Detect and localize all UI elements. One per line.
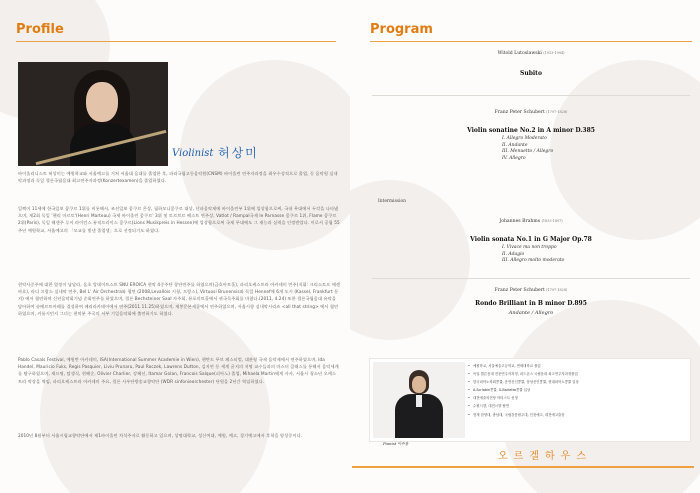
work-title: Violin sonata No.1 in G Major Op.78 — [470, 236, 592, 243]
movement-item: I. Vivace ma non troppo — [502, 245, 557, 250]
cv-item: • 한국피아노학회콩쿨, 음연신인콩쿨, 삼성신인콩쿨, 현대피아노콩쿨 입상 — [468, 378, 684, 386]
footer-rule — [352, 466, 694, 468]
program-divider — [370, 41, 692, 42]
movement-item: III. Allegro molto moderato — [502, 258, 565, 264]
movement-item: IV. Allegro — [502, 155, 526, 161]
piece-composer-line — [372, 288, 690, 293]
cv-item: • A.Scriabin콩쿨, G.Barletta콩쿨 입상 — [468, 386, 684, 394]
profile-title: Profile — [16, 22, 64, 37]
background-circle — [550, 60, 700, 240]
program-title: Program — [370, 22, 433, 37]
profile-divider — [16, 41, 336, 42]
bio-paragraph-2: 일찍이 11세에 한국일보 콩쿠르 1위를 비롯해서, 조선일보 콩쿠르 은상, 필하모니콩쿠르 대상, 난파음악제에 바이올린부 1위에 입상함으로써, 국내 무대에서 두각을 나타냈으며, 제2회 독일 '헨리 마르토'(Henri Marteau) 국제 바이올린 콩쿠르' 3위 및 토르브르 베스트 연주상, Vatlot / Rampal국제 le Parnasse 콩쿠르 1위, Flame 콩쿠르 2위(Paris), 독일 헤센주 루이 라이언스 뮤직프라이스 콩쿠르(Lions Musikpreis in Hessen)에 입상함으로써 국제 무대에도 그 재능과 실력을 인정받았다. 이로서 공립 55주년 예원학교, 서울예고의 「모교를 빛낸 졸업생」으로 선정되기도 하였다. — [18, 206, 340, 233]
work-tempo: Andante / Allegro — [508, 310, 554, 316]
movement-item: I. Allegro Moderato — [502, 136, 547, 141]
work-title: Violin sonatine No.2 in A minor D.385 — [467, 127, 595, 134]
bio-paragraph-5: 2010년 8월부터 서울시립교향악단에서 제1바이올린 차석주자로 활동하고 있으며, 상명대학교, 성신여대, 예원, 예고, 경기예고에서 후학을 양성중이다. — [18, 433, 303, 438]
composer-years: (1797-1828) — [546, 110, 568, 114]
violinist-label: Violinist — [172, 148, 214, 159]
bio-paragraph-1: 바이올리니스트 허상미는 예원학교와 서울예고를 거쳐 서울대 음대를 졸업한 후, 파리국립고등음악원(CNSM) 바이올린 연주자과정을 최우수성적으로 졸업, 동 음악원 실내악과정과 독일 쾰른국립음대 최고연주자과정(Konzertexamen)을 졸업하였다. — [18, 171, 338, 184]
piece-composer-line — [372, 51, 690, 56]
movement-list — [502, 245, 564, 265]
program-separator — [372, 95, 690, 96]
composer-name: Johannes Brahms — [499, 219, 541, 224]
bio-paragraph-3: 현악사중주에 대한 열정이 남달라, 음초 앙데이트스트 SNU EROICA 현악 4중주단 창단연주를 하였으며(금호아트홀), 파리오케스트라 아카데미 연주(지휘: 크리스토프 에센바흐), 라디 프랑스 실내악 연주, Bel L' Air Orchestra와 협연 (2008,Levallois 시청, 프랑스), Virtuosi Brunensis와 독일 Hennef에 6개 도시 (Kassel, Frankfurt 등지) 에서 협연하며 신년음악회기념 순회연주를 하였으며, 쾰른 Bechsteiner Saal 자주회, 뮤포미트홀에서 귀국독주회를 마쳤다.(2011, 4.24) 또한 쾰른국립음대 유악을 담아하여 슈베르트아레를 결성하여 페리라카테아에서 연주(2011.11.25)하였으며, 제봉문본세쿨에서 연주하였으며, 서울시향 실내악시리즈 <all that string> 에서 협연하였으며, 카롤시민지 그녀는 현악분 주곡의 서부 기일음악회에 출연하기도 하였다. — [18, 282, 341, 316]
composer-years: (1797-1828) — [546, 288, 568, 292]
composer-years: (1833-1897) — [541, 219, 563, 223]
composer-name: Witold Lutoslawski — [497, 51, 542, 56]
pianist-caption: Pianist 이주용 — [383, 441, 409, 446]
composer-name: Franz Peter Schubert — [494, 288, 545, 293]
pianist-photo — [373, 362, 465, 438]
work-title: Rondo Brilliant in B minor D.895 — [475, 300, 587, 307]
movement-item: II. Adagio — [502, 251, 525, 257]
background-circle — [350, 180, 470, 340]
piece-composer-line — [372, 110, 690, 115]
movement-list — [502, 136, 553, 162]
intermission-label: Intermission — [378, 199, 406, 204]
cv-item: • 수원시향, 대전시향 협연 — [468, 402, 684, 410]
work-title: Subito — [520, 70, 542, 77]
organizer-name: 오르겔하우스 — [498, 451, 592, 462]
violinist-photo — [18, 62, 168, 166]
violinist-name: 허상미 — [218, 146, 259, 160]
movement-item: III. Menuetto / Allegro — [502, 149, 554, 155]
pianist-cv-list — [468, 362, 684, 419]
cv-item: • 독일 쾰른음대 전문연주자과정, 피드폰스 국립음대 최고연주자과정졸업 — [468, 370, 684, 378]
piece-composer-line — [372, 219, 690, 224]
composer-years: (1913-1994) — [543, 51, 565, 55]
program-separator — [372, 278, 690, 279]
movement-item: II. Andante — [502, 142, 528, 148]
cv-item: • 예원학교, 서울예술고등학교, 연세대학교 졸업 — [468, 362, 684, 370]
background-circle — [40, 300, 270, 493]
cv-item: • 현재 한양대, 충남대, 국립강릉원주대, 인천예고, 대전예고출강 — [468, 411, 684, 419]
composer-name: Franz Peter Schubert — [494, 110, 545, 115]
cv-item: • 대전예술의전당 아티스트 선정 — [468, 394, 684, 402]
bio-paragraph-4: Pablo Casals Festival, 예원반 아카데미, ISA(International Summer Academie in Wien), 헨반드 무브 페스티벌, 대관령 국제 음악제에서 연주하였으며, Ida Handel, Mauricio Fuks, Regis Pasquier, Liviu Prunaru, Paul Roczek, Lawrens Dutton, 김지연 등 세계 굴지의 저명 교수들과의 마스터 클래스를 통해서 음악세계를 탐구하였으며, 제프명, 탈생식, 현혜순, Olivier Charlier, 강혜선, Itamar Golan, Francois Salque(피아노) 졸업, Mihaela Martin에게 사사, 서울시 청소년 오케스트라 악장을 역임, 파리오케스트라 아카데미 주요, 쾰른 사우단방송교향악단 (WDR sinfonieorchester) 단원을 2년간 역임하였다. — [18, 357, 339, 384]
